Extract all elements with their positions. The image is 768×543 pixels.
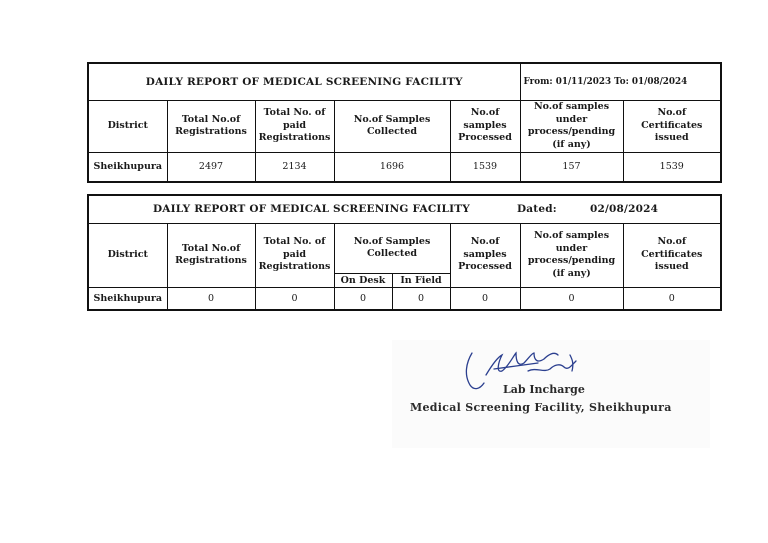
header-samples-collected: No.of Samples Collected	[334, 100, 450, 152]
header-district: District	[88, 223, 167, 287]
header-certificates-issued: No.of Certificates issued	[623, 100, 721, 152]
dated-value: 02/08/2024	[590, 203, 659, 215]
header-paid-registrations: Total No. of paid Registrations	[255, 223, 334, 287]
table-row	[88, 287, 721, 310]
header-samples-pending: No.of samples under process/pending (if any)	[520, 223, 623, 287]
table-row	[88, 152, 721, 182]
header-samples-processed: No.of samples Processed	[450, 100, 520, 152]
dated-label: Dated:	[517, 203, 557, 215]
cell-samples-pending: 0	[520, 287, 623, 310]
header-samples-collected: No.of Samples Collected	[334, 223, 450, 273]
date-range: From: 01/11/2023 To: 01/08/2024	[520, 63, 721, 100]
facility-name: Medical Screening Facility, Sheikhupura	[410, 401, 672, 414]
cell-certificates-issued: 0	[623, 287, 721, 310]
header-total-registrations: Total No.of Registrations	[167, 100, 255, 152]
header-district: District	[88, 100, 167, 152]
cell-samples-processed: 0	[450, 287, 520, 310]
header-total-registrations: Total No.of Registrations	[167, 223, 255, 287]
cell-paid-registrations: 0	[255, 287, 334, 310]
cell-district: Sheikhupura	[88, 152, 167, 182]
header-on-desk: On Desk	[334, 273, 392, 287]
daily-report-table	[87, 194, 722, 311]
cell-samples-collected: 1696	[334, 152, 450, 182]
cell-in-field: 0	[392, 287, 450, 310]
cell-certificates-issued: 1539	[623, 152, 721, 182]
cell-samples-pending: 157	[520, 152, 623, 182]
header-in-field: In Field	[392, 273, 450, 287]
report-title-row	[88, 195, 721, 223]
cell-total-registrations: 2497	[167, 152, 255, 182]
report-title: DAILY REPORT OF MEDICAL SCREENING FACILITY	[153, 203, 470, 215]
header-certificates-issued: No.of Certificates issued	[623, 223, 721, 287]
cell-on-desk: 0	[334, 287, 392, 310]
cell-samples-processed: 1539	[450, 152, 520, 182]
cell-paid-registrations: 2134	[255, 152, 334, 182]
signatory-title: Lab Incharge	[503, 383, 585, 396]
report-title: DAILY REPORT OF MEDICAL SCREENING FACILITY	[88, 63, 520, 100]
cumulative-report-table	[87, 62, 722, 183]
cell-total-registrations: 0	[167, 287, 255, 310]
header-paid-registrations: Total No. of paid Registrations	[255, 100, 334, 152]
cell-district: Sheikhupura	[88, 287, 167, 310]
header-samples-processed: No.of samples Processed	[450, 223, 520, 287]
header-samples-pending: No.of samples under process/pending (if any)	[520, 100, 623, 152]
